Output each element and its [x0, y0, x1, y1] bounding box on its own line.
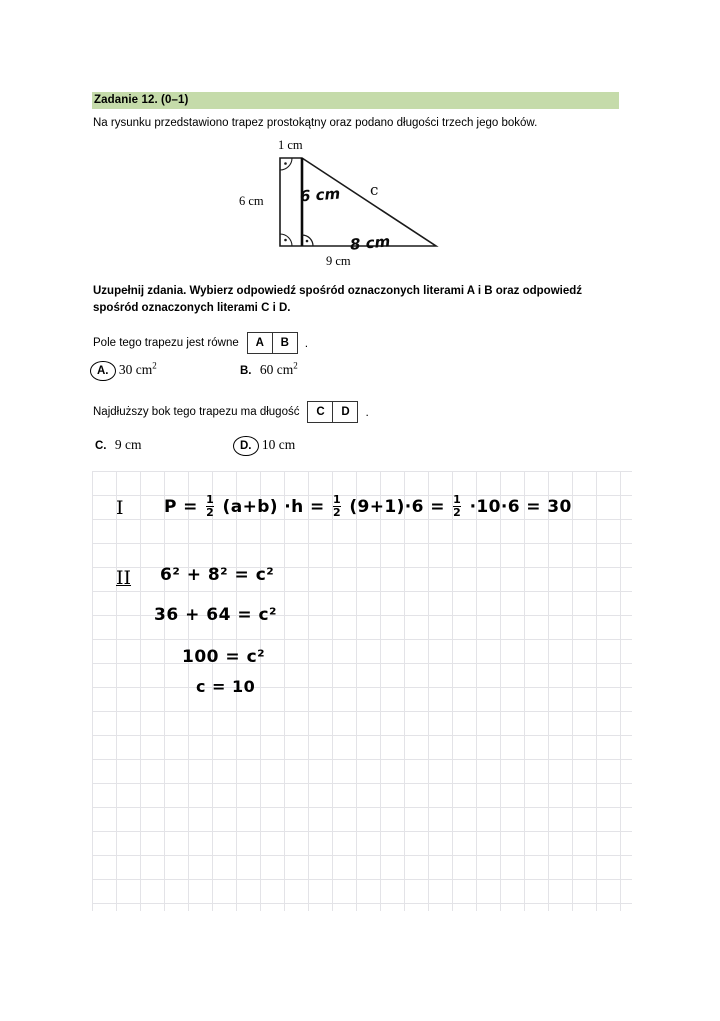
- question1-answer-box[interactable]: [247, 332, 298, 354]
- trapezoid-figure: [240, 136, 460, 276]
- solution-section2-line-1: 6² + 8² = c²: [160, 565, 275, 585]
- question2-option-c[interactable]: [95, 437, 142, 453]
- question2-stem: Najdłuższy bok tego trapezu ma długość: [93, 406, 300, 418]
- handwritten-solution: [92, 471, 632, 911]
- question1-option-a-marker[interactable]: A.: [97, 364, 109, 377]
- right-angle-dot-bottomleft: [284, 239, 287, 242]
- solution-section2-line-4: c = 10: [196, 677, 256, 696]
- question2-option-d-value: 10 cm: [261, 437, 296, 452]
- question1-option-a-value: 30 $cm^2$: [118, 360, 157, 377]
- question1-choice-a-cell[interactable]: A: [255, 337, 264, 349]
- question1-option-b-value: 60 $cm^2$: [259, 360, 298, 377]
- solution-section2-line-3: 100 = c²: [182, 647, 266, 667]
- question2-option-c-marker[interactable]: C.: [95, 440, 107, 452]
- solution-section1-line: P = $\frac{1}{2}$ (a+b) ·h = $\frac{1}{2}$ (9+1)·6 = $\frac{1}{2}$ ·10·6 = 30: [164, 493, 572, 519]
- question1-period: .: [304, 336, 309, 350]
- task-header-bar: [92, 92, 619, 109]
- question1-option-a[interactable]: [95, 360, 157, 378]
- handwritten-base-label: 8 cm: [349, 232, 391, 254]
- question2-choice-c-cell[interactable]: C: [316, 406, 325, 418]
- question1-row: [93, 332, 308, 354]
- solution-section2-line-2: 36 + 64 = c²: [154, 605, 277, 625]
- question1-stem: Pole tego trapezu jest równe: [93, 337, 239, 349]
- task-intro-text: Na rysunku przedstawiono trapez prostokątny oraz podano długości trzech jego boków.: [93, 117, 538, 129]
- question2-answer-box[interactable]: [307, 401, 358, 423]
- handwritten-hypotenuse-label: c: [370, 181, 379, 199]
- figure-label-bottom: 9 cm: [326, 254, 351, 268]
- figure-label-left: 6 cm: [239, 194, 264, 208]
- solution-section2-label: II: [116, 567, 132, 589]
- question1-option-b[interactable]: [240, 360, 298, 378]
- solution-section1-label: I: [116, 497, 124, 519]
- question2-row: [93, 401, 369, 423]
- question2-option-d-marker[interactable]: D.: [240, 440, 252, 452]
- task-number-label: Zadanie 12. (0–1): [94, 93, 189, 106]
- question2-option-c-value: 9 cm: [114, 437, 142, 452]
- question2-choice-d-cell[interactable]: D: [332, 402, 357, 422]
- fraction-one-half-c: $\frac{1}{2}$: [453, 493, 462, 519]
- fraction-one-half-a: $\frac{1}{2}$: [206, 493, 215, 519]
- right-angle-dot-height: [306, 240, 309, 243]
- question1-choice-b-cell[interactable]: B: [272, 333, 297, 353]
- instruction-text: Uzupełnij zdania. Wybierz odpowiedź spośród oznaczonych literami A i B oraz odpowiedź spośród oznaczonych literami C i D.: [93, 285, 583, 314]
- handwritten-height-label: 6 cm: [299, 184, 341, 206]
- figure-label-top: 1 cm: [278, 138, 303, 152]
- right-angle-dot-topleft: [284, 162, 287, 165]
- question2-period: .: [365, 405, 369, 419]
- fraction-one-half-b: $\frac{1}{2}$: [332, 493, 342, 519]
- question1-option-b-marker[interactable]: B.: [240, 364, 252, 377]
- question2-option-d[interactable]: [238, 437, 295, 453]
